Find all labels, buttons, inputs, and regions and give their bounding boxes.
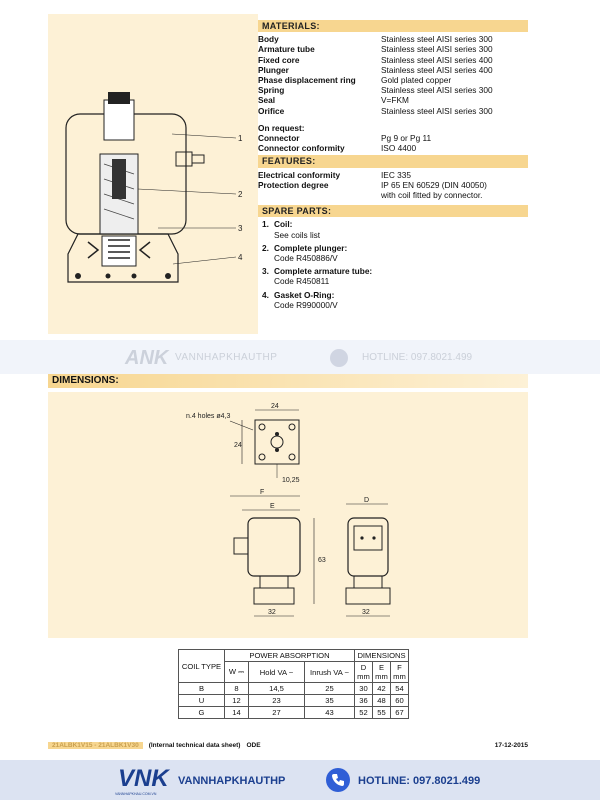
th-w: W ⎓: [225, 662, 249, 683]
features-list: [258, 170, 528, 190]
spare-part-title: Complete armature tube:: [274, 266, 373, 277]
on_request-label: Connector: [258, 133, 300, 144]
dim-32-side: 32: [362, 609, 370, 616]
dim-32-front: 32: [268, 609, 276, 616]
dim-D: D: [364, 497, 370, 504]
spare-part-title: Gasket O-Ring:: [274, 289, 335, 300]
dimensions-drawing: [48, 392, 528, 638]
table-cell: B: [179, 683, 225, 695]
on_request-label: Connector conformity: [258, 143, 345, 154]
spare-part-detail: Code R990000/V: [274, 299, 338, 310]
brand-site: VANNHAPKHAU.COM.VN: [115, 792, 157, 796]
materials-label: Seal: [258, 95, 276, 106]
features-value: IEC 335: [381, 169, 411, 180]
materials-value: Gold plated copper: [381, 75, 452, 86]
th-d: D mm: [355, 662, 373, 683]
th-hold: Hold VA ~: [249, 662, 305, 683]
dimensions-heading: DIMENSIONS:: [48, 374, 528, 388]
spare-part-item: [262, 219, 528, 239]
features-note: with coil fitted by connector.: [381, 190, 483, 201]
watermark-band: [0, 340, 600, 374]
watermark-logo: ANK: [125, 347, 169, 369]
table-row: [179, 695, 409, 707]
th-f: F mm: [391, 662, 409, 683]
on_request-value: Pg 9 or Pg 11: [381, 133, 432, 144]
th-power: POWER ABSORPTION: [225, 650, 355, 662]
table-cell: 55: [373, 707, 391, 719]
materials-label: Orifice: [258, 105, 285, 116]
table-cell: 14: [225, 707, 249, 719]
spare-parts-heading: SPARE PARTS:: [258, 205, 528, 217]
on_request-value: ISO 4400: [381, 143, 417, 154]
features-value: IP 65 EN 60529 (DIN 40050): [381, 179, 487, 190]
spare-part-detail: Code R450811: [274, 276, 330, 287]
materials-label: Plunger: [258, 64, 289, 75]
table-cell: 35: [305, 695, 355, 707]
th-dimensions: DIMENSIONS: [355, 650, 409, 662]
phone-icon[interactable]: [326, 768, 350, 792]
spare-part-number: 3.: [262, 266, 269, 277]
materials-row: [258, 65, 528, 75]
cross-section-diagram: [48, 14, 258, 334]
materials-value: Stainless steel AISI series 400: [381, 64, 493, 75]
table-row: [179, 707, 409, 719]
holes-label: n.4 holes ø4,3: [186, 413, 231, 420]
spare-part-title: Coil:: [274, 219, 293, 230]
materials-label: Phase displacement ring: [258, 75, 356, 86]
table-cell: 8: [225, 683, 249, 695]
features-heading: FEATURES:: [258, 155, 528, 167]
features-row: [258, 180, 528, 190]
footer-ode: ODE: [246, 741, 261, 749]
spare-part-item: [262, 266, 528, 286]
dim-E: E: [270, 503, 275, 510]
spare-part-detail: See coils list: [274, 229, 321, 240]
table-cell: G: [179, 707, 225, 719]
materials-row: [258, 34, 528, 44]
th-e: E mm: [373, 662, 391, 683]
table-cell: 60: [391, 695, 409, 707]
table-cell: 48: [373, 695, 391, 707]
table-cell: 14,5: [249, 683, 305, 695]
materials-list: [258, 34, 528, 116]
materials-label: Body: [258, 34, 279, 45]
table-row: [179, 683, 409, 695]
callout-2: 2: [238, 190, 243, 199]
table-cell: 52: [355, 707, 373, 719]
table-cell: 36: [355, 695, 373, 707]
table-cell: 30: [355, 683, 373, 695]
materials-row: [258, 75, 528, 85]
th-inrush: Inrush VA ~: [305, 662, 355, 683]
materials-row: [258, 95, 528, 105]
spare-parts-list: [258, 219, 528, 310]
table-cell: 42: [373, 683, 391, 695]
contact-banner: [0, 760, 600, 800]
materials-value: Stainless steel AISI series 300: [381, 44, 493, 55]
th-coil-type: COIL TYPE: [179, 650, 225, 683]
spare-part-number: 2.: [262, 242, 269, 253]
footer-date: 17-12-2015: [494, 741, 528, 749]
table-cell: 67: [391, 707, 409, 719]
callout-1: 1: [238, 134, 243, 143]
spare-part-detail: Code R450886/V: [274, 253, 338, 264]
spare-part-number: 1.: [262, 219, 269, 230]
spare-part-title: Complete plunger:: [274, 242, 348, 253]
materials-row: [258, 44, 528, 54]
table-cell: 23: [249, 695, 305, 707]
materials-row: [258, 106, 528, 116]
on_request-row: [258, 133, 528, 143]
materials-row: [258, 55, 528, 65]
materials-heading: MATERIALS:: [258, 20, 528, 32]
dim-63: 63: [318, 557, 326, 564]
materials-value: Stainless steel AISI series 400: [381, 54, 493, 65]
materials-label: Spring: [258, 85, 285, 96]
materials-value: Stainless steel AISI series 300: [381, 105, 493, 116]
features-label: Electrical conformity: [258, 169, 341, 180]
on-request-heading: On request:: [258, 122, 305, 133]
table-cell: 54: [391, 683, 409, 695]
watermark-hotline: HOTLINE: 097.8021.499: [362, 352, 473, 363]
dim-10-25: 10,25: [282, 477, 300, 484]
table-cell: 43: [305, 707, 355, 719]
on-request-list: [258, 133, 528, 153]
materials-value: Stainless steel AISI series 300: [381, 34, 493, 45]
materials-row: [258, 85, 528, 95]
features-row: [258, 170, 528, 180]
hotline-link[interactable]: HOTLINE: 097.8021.499: [358, 775, 481, 787]
watermark-phone-icon: [330, 349, 348, 367]
materials-label: Armature tube: [258, 44, 315, 55]
valve-section-svg: [48, 14, 258, 334]
spec-column: [258, 20, 528, 313]
materials-value: Stainless steel AISI series 300: [381, 85, 493, 96]
footer-sheet: (Internal technical data sheet): [148, 741, 241, 749]
spare-part-item: [262, 243, 528, 263]
features-label: Protection degree: [258, 179, 329, 190]
callout-4: 4: [238, 253, 243, 262]
brand-name: VANNHAPKHAUTHP: [178, 775, 286, 787]
on_request-row: [258, 143, 528, 153]
dimensions-svg: [48, 392, 528, 638]
spare-part-item: [262, 290, 528, 310]
coil-table: [178, 649, 409, 719]
table-cell: 12: [225, 695, 249, 707]
dim-F: F: [260, 489, 265, 496]
dim-24-side: 24: [234, 442, 242, 449]
footer-code: 21ALBK1V15 - 21ALBK1V30: [48, 742, 143, 749]
spare-part-number: 4.: [262, 289, 269, 300]
sheet-footer: [48, 739, 528, 751]
dim-24-top: 24: [271, 403, 279, 410]
brand-logo: VNK: [118, 765, 169, 792]
materials-label: Fixed core: [258, 54, 300, 65]
materials-value: V=FKM: [381, 95, 409, 106]
callout-3: 3: [238, 224, 243, 233]
table-cell: U: [179, 695, 225, 707]
watermark-name: VANNHAPKHAUTHP: [175, 352, 278, 363]
table-cell: 25: [305, 683, 355, 695]
table-cell: 27: [249, 707, 305, 719]
